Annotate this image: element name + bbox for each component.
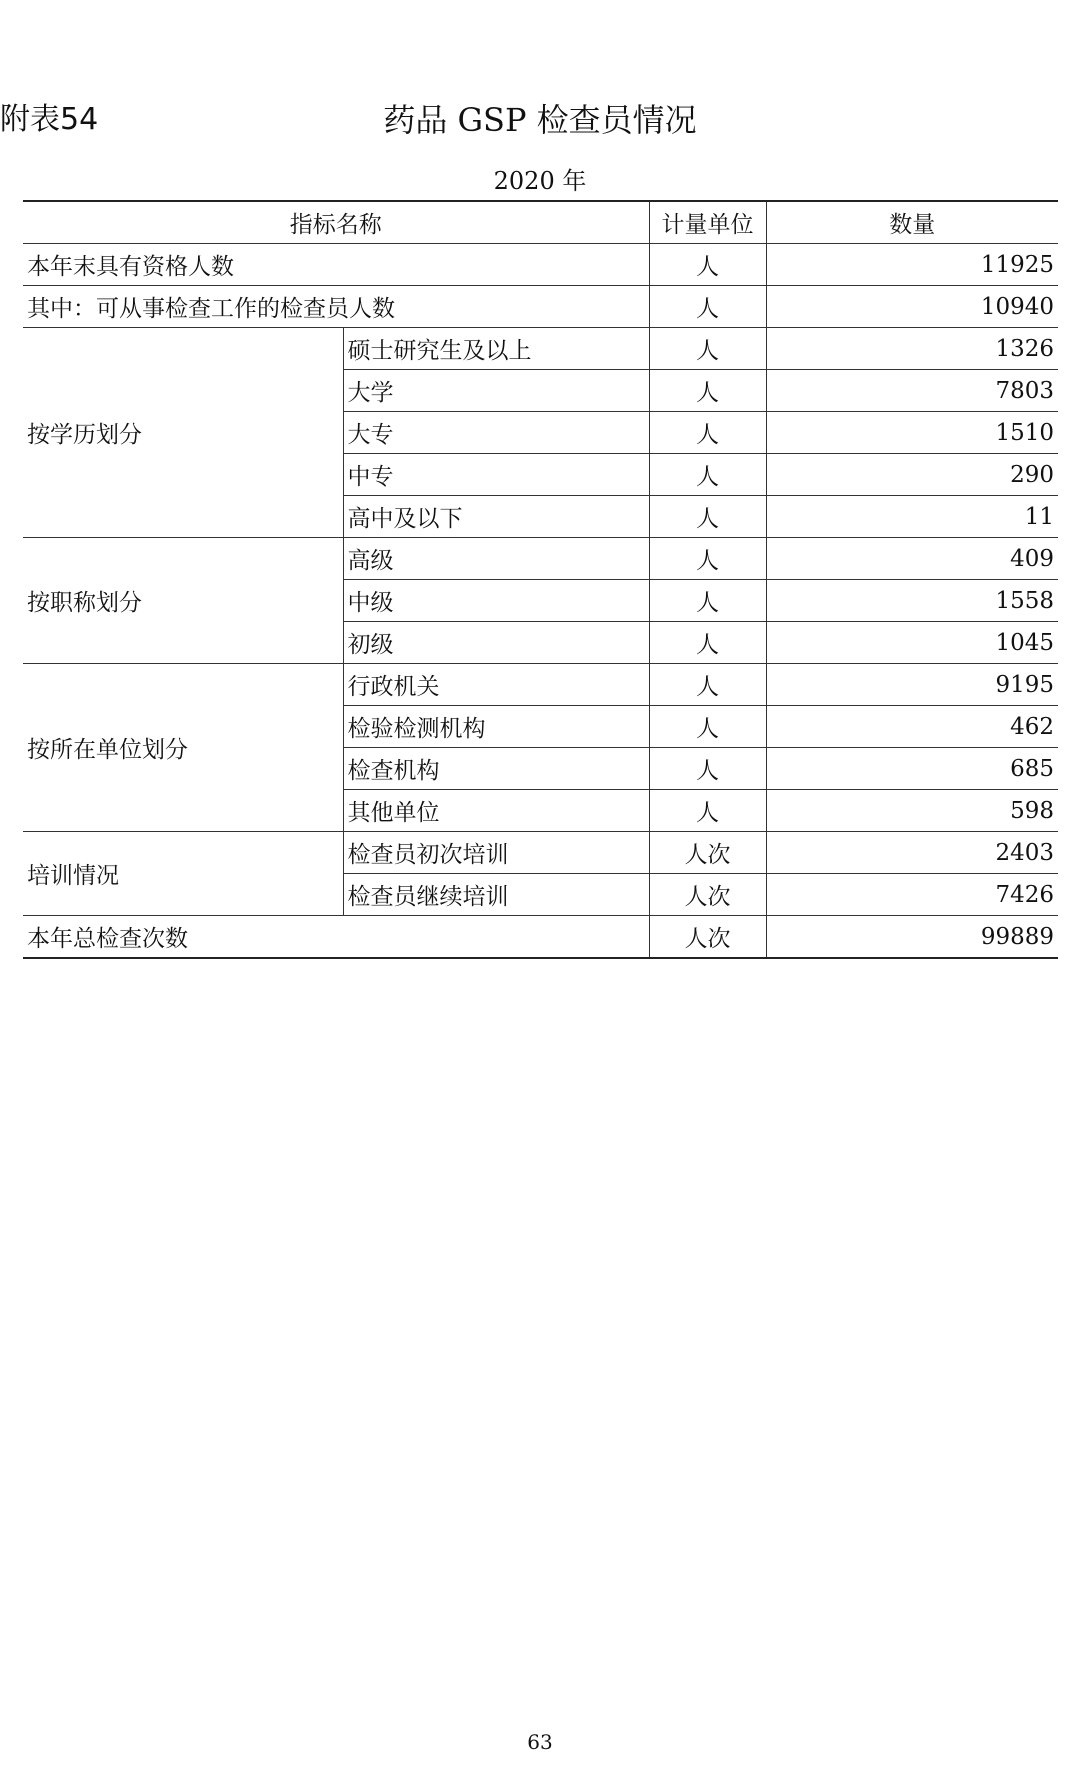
row-unit: 人次 (649, 916, 766, 959)
row-value: 290 (766, 454, 1058, 496)
row-value: 598 (766, 790, 1058, 832)
row-value: 9195 (766, 664, 1058, 706)
row-unit: 人 (649, 790, 766, 832)
page-number: 63 (527, 1730, 553, 1754)
row-unit: 人次 (649, 874, 766, 916)
row-label: 本年末具有资格人数 (23, 244, 649, 286)
table-row (23, 244, 1058, 286)
row-unit: 人 (649, 496, 766, 538)
row-label: 中专 (343, 454, 649, 496)
group-category: 按学历划分 (23, 328, 343, 538)
row-value: 1558 (766, 580, 1058, 622)
row-value: 11 (766, 496, 1058, 538)
table-row (23, 664, 1058, 706)
row-unit: 人 (649, 748, 766, 790)
group-category: 培训情况 (23, 832, 343, 916)
row-value: 409 (766, 538, 1058, 580)
row-label: 行政机关 (343, 664, 649, 706)
row-value: 11925 (766, 244, 1058, 286)
row-label: 大学 (343, 370, 649, 412)
row-value: 462 (766, 706, 1058, 748)
column-header-indicator: 指标名称 (23, 201, 649, 244)
row-label: 初级 (343, 622, 649, 664)
row-label: 硕士研究生及以上 (343, 328, 649, 370)
row-unit: 人 (649, 244, 766, 286)
row-unit: 人 (649, 286, 766, 328)
row-value: 1510 (766, 412, 1058, 454)
table-label: 附表54 (0, 102, 99, 137)
row-unit: 人 (649, 454, 766, 496)
row-label: 检查员初次培训 (343, 832, 649, 874)
row-unit: 人 (649, 622, 766, 664)
table-row (23, 328, 1058, 370)
group-category: 按所在单位划分 (23, 664, 343, 832)
column-header-unit: 计量单位 (649, 201, 766, 244)
row-value: 7803 (766, 370, 1058, 412)
row-value: 99889 (766, 916, 1058, 959)
table-year: 2020 年 (493, 167, 587, 195)
row-unit: 人 (649, 328, 766, 370)
row-label: 中级 (343, 580, 649, 622)
row-value: 10940 (766, 286, 1058, 328)
row-unit: 人 (649, 580, 766, 622)
row-value: 2403 (766, 832, 1058, 874)
row-unit: 人 (649, 706, 766, 748)
row-unit: 人 (649, 538, 766, 580)
row-label: 本年总检查次数 (23, 916, 649, 959)
row-label: 其中：可从事检查工作的检查员人数 (23, 286, 649, 328)
row-unit: 人次 (649, 832, 766, 874)
row-label: 大专 (343, 412, 649, 454)
row-unit: 人 (649, 664, 766, 706)
row-label: 检验检测机构 (343, 706, 649, 748)
row-label: 高级 (343, 538, 649, 580)
row-value: 1045 (766, 622, 1058, 664)
table-row-total (23, 916, 1058, 959)
row-unit: 人 (649, 412, 766, 454)
row-value: 7426 (766, 874, 1058, 916)
row-value: 685 (766, 748, 1058, 790)
table-header-row (23, 201, 1058, 244)
column-header-quantity: 数量 (766, 201, 1058, 244)
row-label: 其他单位 (343, 790, 649, 832)
row-label: 检查机构 (343, 748, 649, 790)
row-value: 1326 (766, 328, 1058, 370)
row-unit: 人 (649, 370, 766, 412)
group-category: 按职称划分 (23, 538, 343, 664)
table-row (23, 538, 1058, 580)
gsp-inspector-table (23, 200, 1058, 959)
table-row (23, 286, 1058, 328)
page-title: 药品 GSP 检查员情况 (383, 101, 697, 139)
row-label: 检查员继续培训 (343, 874, 649, 916)
row-label: 高中及以下 (343, 496, 649, 538)
table-row (23, 832, 1058, 874)
